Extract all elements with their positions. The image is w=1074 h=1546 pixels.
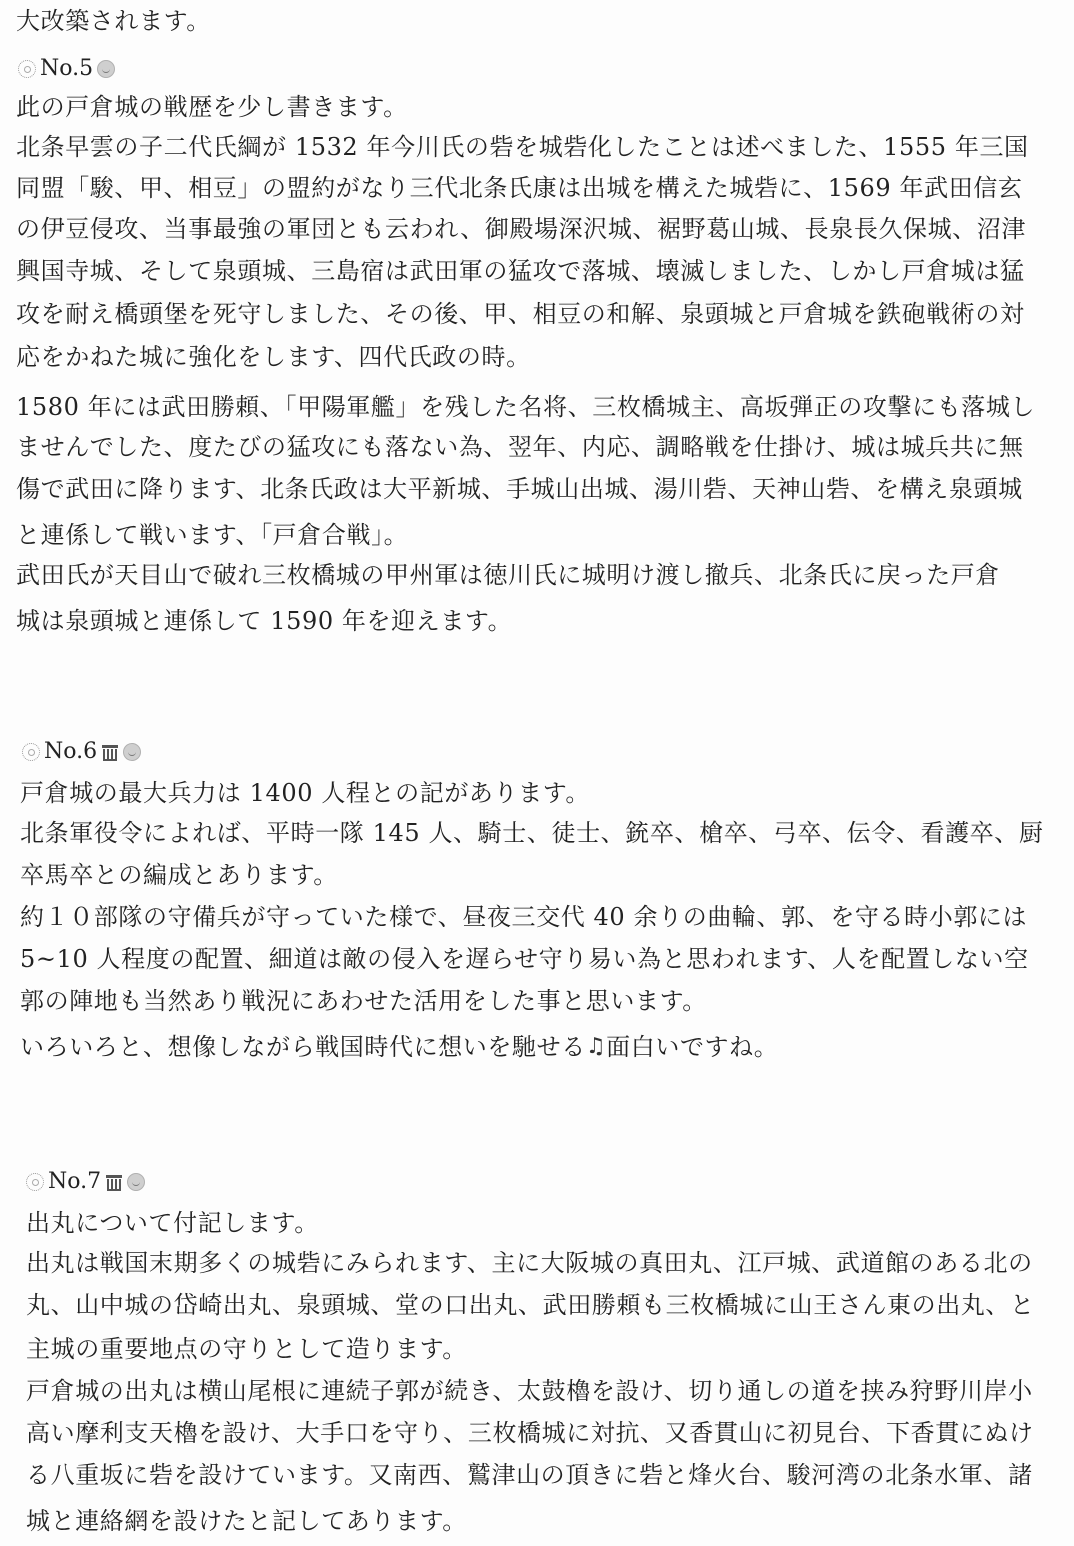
- smile-icon: [97, 60, 115, 78]
- smile-icon: [123, 743, 141, 761]
- flower-icon: [22, 743, 40, 761]
- heading-label: No.6: [44, 739, 98, 764]
- text-line: 此の戸倉城の戦歴を少し書きます。: [16, 93, 408, 121]
- flower-icon: [26, 1173, 44, 1191]
- text-line: 武田氏が天目山で破れ三枚橋城の甲州軍は徳川氏に城明け渡し撤兵、北条氏に戻った戸倉: [16, 561, 1000, 589]
- text-line: と連係して戦います、「戸倉合戦」。: [16, 521, 409, 549]
- heading-label: No.5: [40, 56, 94, 81]
- music-icon: ♫: [585, 1034, 607, 1059]
- text-line-with-music: [20, 1032, 778, 1062]
- text-line: 攻を耐え橋頭堡を死守しました、その後、甲、相豆の和解、泉頭城と戸倉城を鉄砲戦術の対: [16, 300, 1025, 328]
- section-heading-no7: [26, 1167, 145, 1197]
- text-line: 卒馬卒との編成とあります。: [20, 861, 338, 889]
- text-line: 丸、山中城の岱崎出丸、泉頭城、堂の口出丸、武田勝頼も三枚橋城に山王さん東の出丸、と: [26, 1291, 1035, 1319]
- text-line: 戸倉城の出丸は横山尾根に連続子郭が続き、太鼓櫓を設け、切り通しの道を挟み狩野川岸小: [26, 1377, 1033, 1405]
- text-line: 高い摩利支天櫓を設け、大手口を守り、三枚橋城に対抗、又香貫山に初見台、下香貫にぬけ: [26, 1419, 1034, 1447]
- text-fragment: 面白いですね。: [606, 1033, 779, 1061]
- text-line: 城は泉頭城と連係して 1590 年を迎えます。: [16, 607, 513, 635]
- text-line: る八重坂に砦を設けています。又南西、鷲津山の頂きに砦と烽火台、駿河湾の北条水軍、諸: [26, 1461, 1033, 1489]
- top-line: 大改築されます。: [16, 7, 211, 35]
- text-line: 城と連絡網を設けたと記してあります。: [26, 1507, 467, 1535]
- flower-icon: [18, 60, 36, 78]
- temple-icon: [101, 743, 119, 761]
- text-line: 主城の重要地点の守りとして造ります。: [26, 1335, 467, 1363]
- text-line: 1580 年には武田勝頼、「甲陽軍艦」を残した名将、三枚橋城主、高坂弾正の攻撃にも落城し: [16, 393, 1036, 421]
- text-line: 同盟「駿、甲、相豆」の盟約がなり三代北条氏康は出城を構えた城砦に、1569 年武田信玄: [16, 174, 1023, 202]
- text-line: 出丸について付記します。: [26, 1209, 319, 1237]
- text-line: 戸倉城の最大兵力は 1400 人程との記があります。: [20, 779, 591, 807]
- text-line: 郭の陣地も当然あり戦況にあわせた活用をした事と思います。: [20, 987, 707, 1015]
- text-line: 出丸は戦国末期多くの城砦にみられます、主に大阪城の真田丸、江戸城、武道館のある北の: [26, 1249, 1033, 1277]
- temple-icon: [105, 1173, 123, 1191]
- text-line: ませんでした、度たびの猛攻にも落ない為、翌年、内応、調略戦を仕掛け、城は城兵共に無: [16, 433, 1024, 461]
- text-line: 約１０部隊の守備兵が守っていた様で、昼夜三交代 40 余りの曲輪、郭、を守る時小郭には: [20, 903, 1028, 931]
- text-line: 北条早雲の子二代氏綱が 1532 年今川氏の砦を城砦化したことは述べました、1555 年三国: [16, 133, 1029, 161]
- text-fragment: いろいろと、想像しながら戦国時代に想いを馳せる: [20, 1033, 586, 1061]
- text-line: 5~10 人程度の配置、細道は敵の侵入を遅らせ守り易い為と思われます、人を配置しない空: [20, 945, 1029, 973]
- text-line: の伊豆侵攻、当事最強の軍団とも云われ、御殿場深沢城、裾野葛山城、長泉長久保城、沼津: [16, 215, 1027, 243]
- heading-label: No.7: [48, 1169, 102, 1194]
- text-line: 応をかねた城に強化をします、四代氏政の時。: [16, 343, 531, 371]
- text-line: 北条軍役令によれば、平時一隊 145 人、騎士、徒士、銃卒、槍卒、弓卒、伝令、看護卒、厨: [20, 819, 1044, 847]
- text-line: 傷で武田に降ります、北条氏政は大平新城、手城山出城、湯川砦、天神山砦、を構え泉頭城: [16, 475, 1023, 503]
- smile-icon: [127, 1173, 145, 1191]
- section-heading-no5: [18, 54, 115, 84]
- text-line: 興国寺城、そして泉頭城、三島宿は武田軍の猛攻で落城、壊滅しました、しかし戸倉城は猛: [16, 257, 1025, 285]
- section-heading-no6: [22, 737, 141, 767]
